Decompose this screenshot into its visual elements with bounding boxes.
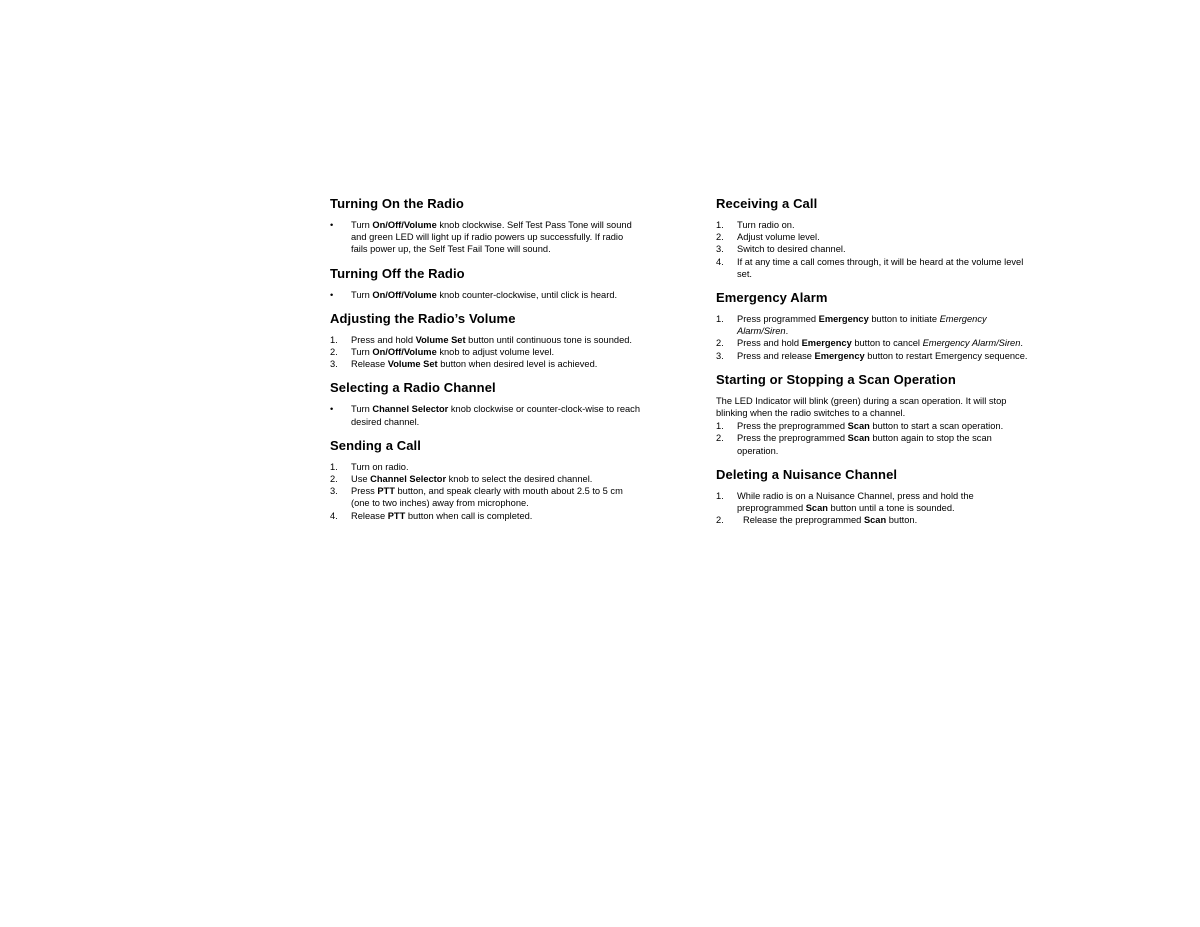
item-text: Release: [351, 510, 388, 521]
italic-term: Emergency Alarm/Siren: [922, 338, 1021, 349]
item-text: While radio is on a Nuisance Channel, press and hold the preprogrammed: [737, 490, 974, 514]
section-nuisance: [716, 467, 1028, 527]
item-text: knob to select the desired channel.: [446, 474, 593, 485]
section-intro: The LED Indicator will blink (green) during a scan operation. It will stop blinking when the radio switches to a channel.: [716, 395, 1007, 419]
item-text: button, and speak clearly with mouth about 2.5 to 5 cm (one to two inches) away from microphone.: [351, 486, 623, 509]
list-item: [716, 432, 1028, 456]
bold-term: Channel Selector: [372, 404, 449, 415]
bold-term: Scan: [805, 503, 828, 514]
list-marker: 2.: [330, 474, 338, 485]
bold-term: On/Off/Volume: [372, 289, 437, 300]
item-text: If at any time a call comes through, it will be heard at the volume level set.: [737, 256, 1024, 279]
section-title: Receiving a Call: [716, 196, 818, 211]
section-title: Adjusting the Radio’s Volume: [330, 310, 516, 326]
item-text: knob clockwise. Self Test Pass Tone will sound and green LED will light up if radio powers up successfully. If radio fails power up, the Self Test Fail Tone will sound.: [351, 220, 632, 255]
bold-term: Emergency: [818, 314, 869, 325]
item-text: button to cancel: [851, 338, 923, 349]
list-item: [716, 243, 1028, 255]
left-column: [330, 196, 640, 522]
bold-term: On/Off/Volume: [372, 347, 437, 358]
bold-term: Volume Set: [415, 334, 466, 345]
list-marker: 4.: [716, 256, 724, 267]
list-item: [716, 420, 1028, 432]
bold-term: Emergency: [801, 338, 852, 349]
list-marker: 1.: [716, 220, 724, 230]
item-text: Press the preprogrammed: [737, 433, 848, 444]
section-title: Deleting a Nuisance Channel: [716, 466, 898, 482]
step-list: [330, 334, 640, 371]
item-text: .: [785, 326, 789, 337]
list-marker: 3.: [330, 359, 338, 370]
item-text: Turn on radio.: [351, 461, 409, 472]
list-marker: 2.: [716, 232, 724, 243]
list-item: [716, 231, 1028, 243]
step-list: [330, 403, 640, 427]
section-volume: [330, 311, 640, 371]
item-text: knob counter-clockwise, until click is heard.: [436, 289, 618, 300]
item-text: Press the preprogrammed: [737, 421, 848, 432]
bold-term: PTT: [387, 510, 406, 521]
item-text: Turn: [351, 347, 373, 358]
step-list: [330, 289, 640, 301]
step-list: [716, 313, 1028, 362]
list-item: [716, 490, 1028, 514]
section-channel: [330, 380, 640, 427]
list-item: [330, 473, 640, 485]
section-title: Selecting a Radio Channel: [330, 380, 496, 396]
list-marker: 3.: [330, 486, 338, 497]
list-item: [330, 358, 640, 370]
bold-term: Scan: [847, 421, 870, 432]
bold-term: Emergency: [814, 350, 865, 361]
list-marker: 1.: [330, 334, 338, 345]
list-item: [716, 514, 1028, 526]
list-item: [330, 334, 640, 346]
list-marker: 1.: [716, 314, 724, 325]
item-text: Turn: [351, 404, 373, 415]
step-list: [716, 490, 1028, 527]
item-text: Release: [351, 359, 388, 370]
list-item: [330, 346, 640, 358]
item-text: Adjust volume level.: [737, 232, 820, 243]
section-turning-on: [330, 196, 640, 256]
list-item: [716, 256, 1028, 280]
section-title: Emergency Alarm: [716, 290, 828, 306]
section-title: Starting or Stopping a Scan Operation: [716, 371, 956, 387]
item-text: Use: [351, 474, 371, 485]
item-text: button until a tone is sounded.: [827, 503, 955, 514]
list-marker: 1.: [716, 421, 724, 432]
bold-term: Volume Set: [387, 359, 438, 370]
item-text: Press and hold: [351, 334, 416, 345]
item-text: Release the preprogrammed: [743, 515, 864, 526]
bold-term: Channel Selector: [370, 474, 447, 485]
item-text: button again to stop the scan operation.: [737, 433, 992, 456]
item-text: Press programmed: [737, 314, 819, 325]
list-item: [330, 461, 640, 473]
item-text: button when call is completed.: [405, 510, 533, 521]
list-marker: •: [330, 289, 334, 300]
list-item: [716, 350, 1028, 362]
right-column: [716, 196, 1028, 526]
section-turning-off: [330, 266, 640, 301]
section-title: Turning Off the Radio: [330, 265, 465, 281]
section-title: Sending a Call: [330, 437, 421, 453]
list-item: [716, 313, 1028, 337]
bold-term: Scan: [847, 433, 870, 444]
item-text: Press and release: [737, 350, 815, 361]
list-item: [716, 219, 1028, 231]
list-item: [330, 403, 640, 427]
list-marker: 3.: [716, 350, 724, 361]
item-text: Turn: [351, 220, 373, 230]
list-item: [330, 219, 640, 256]
section-scan: [716, 372, 1028, 457]
item-text: .: [1020, 338, 1023, 349]
list-marker: 2.: [716, 433, 724, 444]
item-text: knob clockwise or counter-clock-wise to reach desired channel.: [351, 404, 641, 427]
list-marker: 1.: [330, 461, 338, 472]
list-marker: 4.: [330, 510, 338, 521]
list-item: [330, 510, 640, 522]
step-list: [716, 219, 1028, 280]
section-sending: [330, 438, 640, 522]
item-text: button to start a scan operation.: [869, 421, 1004, 432]
list-marker: 1.: [716, 490, 724, 501]
item-text: button.: [886, 515, 918, 526]
section-emergency: [716, 290, 1028, 362]
item-text: button until continuous tone is sounded.: [465, 334, 632, 345]
list-item: [330, 485, 640, 509]
step-list: [716, 420, 1028, 457]
step-list: [330, 461, 640, 522]
italic-term: Emergency Alarm/Siren: [737, 314, 987, 337]
item-text: Turn radio on.: [737, 220, 795, 230]
bold-term: PTT: [377, 486, 395, 497]
item-text: Switch to desired channel.: [737, 244, 846, 255]
list-marker: 3.: [716, 244, 724, 255]
item-text: button to restart Emergency sequence.: [864, 350, 1028, 361]
list-item: [330, 289, 640, 301]
item-text: Turn: [351, 289, 373, 300]
bold-term: Scan: [863, 515, 887, 526]
step-list: [330, 219, 640, 256]
list-marker: 2.: [716, 515, 724, 526]
section-receiving: [716, 196, 1028, 280]
list-item: [716, 337, 1028, 349]
item-text: button when desired level is achieved.: [437, 359, 598, 370]
item-text: knob to adjust volume level.: [436, 347, 555, 358]
list-marker: •: [330, 404, 334, 415]
item-text: Press and hold: [737, 338, 802, 349]
section-title: Turning On the Radio: [330, 196, 464, 211]
list-marker: •: [330, 220, 334, 230]
item-text: Press: [351, 486, 378, 497]
list-marker: 2.: [330, 347, 338, 358]
item-text: button to initiate: [868, 314, 940, 325]
list-marker: 2.: [716, 338, 724, 349]
bold-term: On/Off/Volume: [372, 220, 437, 230]
